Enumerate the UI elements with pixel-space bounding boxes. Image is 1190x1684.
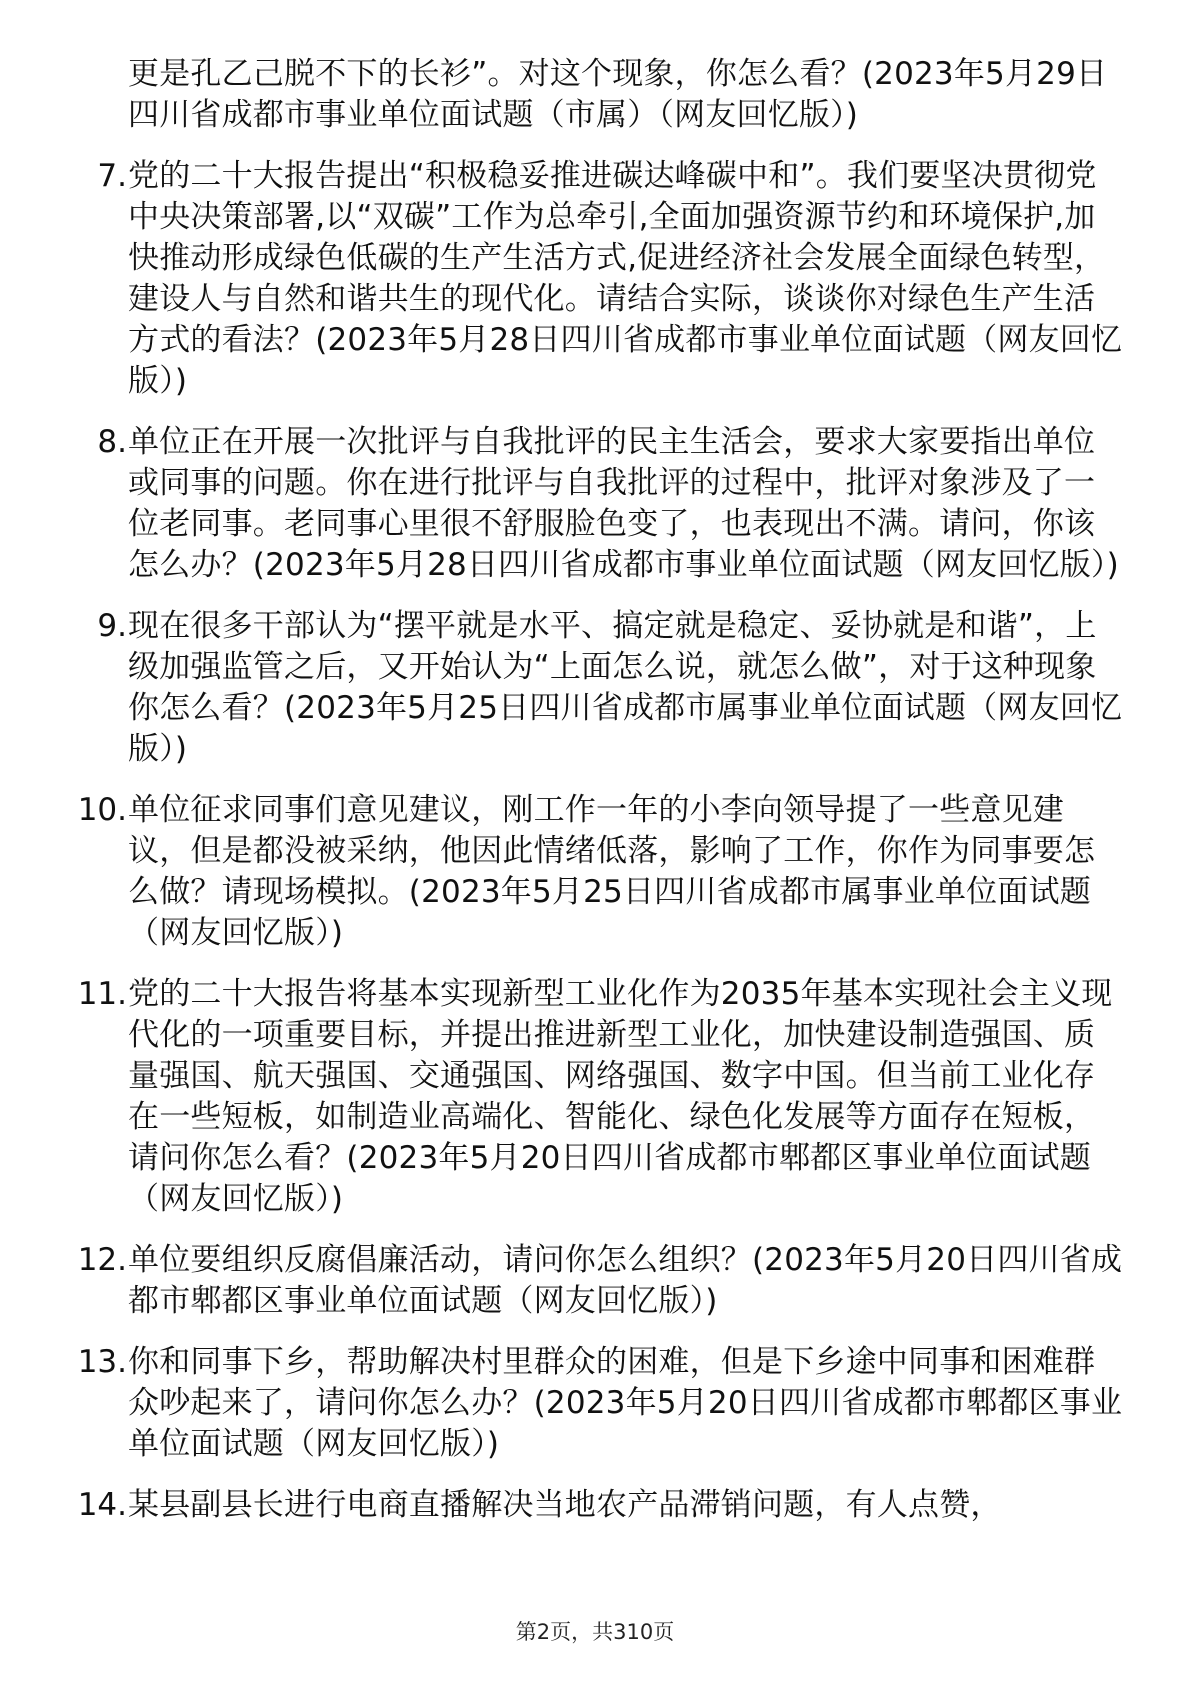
question-11 [0,974,1190,1220]
question-number: 13. [77,1344,127,1380]
question-text: 某县副县长进行电商直播解决当地农产品滞销问题，有人点赞， [128,1487,1002,1523]
question-text: 现在很多干部认为“摆平就是水平、搞定就是稳定、妥协就是和谐”，上级加强监管之后，又开始认为“上面怎么说，就怎么做”，对于这种现象你怎么看？(2023年5月25日四川省成都市属事业单位面试题（网友回忆版）) [128,608,1123,767]
question-continued [0,54,1190,136]
question-13 [0,1342,1190,1465]
question-number: 11. [77,976,127,1012]
page-footer: 第2页，共310页 [515,1620,675,1644]
question-text: 党的二十大报告提出“积极稳妥推进碳达峰碳中和”。我们要坚决贯彻党中央决策部署,以“双碳”工作为总牵引,全面加强资源节约和环境保护,加快推动形成绿色低碳的生产生活方式,促进经济社会发展全面绿色转型，建设人与自然和谐共生的现代化。请结合实际，谈谈你对绿色生产生活方式的看法？(2023年5月28日四川省成都市事业单位面试题（网友回忆版）) [128,158,1123,399]
question-9 [0,606,1190,770]
question-number: 9. [97,608,127,644]
question-text: 单位正在开展一次批评与自我批评的民主生活会，要求大家要指出单位或同事的问题。你在进行批评与自我批评的过程中，批评对象涉及了一位老同事。老同事心里很不舒服脸色变了，也表现出不满。请问，你该怎么办？(2023年5月28日四川省成都市事业单位面试题（网友回忆版）) [128,424,1119,583]
document-body [0,54,1190,1546]
question-12 [0,1240,1190,1322]
question-text: 更是孔乙己脱不下的长衫”。对这个现象，你怎么看？(2023年5月29日四川省成都市事业单位面试题（市属）（网友回忆版）) [128,56,1108,133]
question-number: 14. [77,1487,127,1523]
question-10 [0,790,1190,954]
question-number: 7. [97,158,127,194]
question-number: 8. [97,424,127,460]
question-number: 10. [77,792,127,828]
question-text: 单位要组织反腐倡廉活动，请问你怎么组织？(2023年5月20日四川省成都市郫都区事业单位面试题（网友回忆版）) [128,1242,1123,1319]
question-text: 党的二十大报告将基本实现新型工业化作为2035年基本实现社会主义现代化的一项重要目标，并提出推进新型工业化，加快建设制造强国、质量强国、航天强国、交通强国、网络强国、数字中国。但当前工业化存在一些短板，如制造业高端化、智能化、绿色化发展等方面存在短板，请问你怎么看？(2023年5月20日四川省成都市郫都区事业单位面试题（网友回忆版）) [128,976,1113,1217]
question-7 [0,156,1190,402]
question-14 [0,1485,1190,1526]
question-text: 单位征求同事们意见建议，刚工作一年的小李向领导提了一些意见建议，但是都没被采纳，他因此情绪低落，影响了工作，你作为同事要怎么做？请现场模拟。(2023年5月25日四川省成都市属事业单位面试题（网友回忆版）) [128,792,1096,951]
question-number: 12. [77,1242,127,1278]
question-8 [0,422,1190,586]
question-text: 你和同事下乡，帮助解决村里群众的困难，但是下乡途中同事和困难群众吵起来了，请问你怎么办？(2023年5月20日四川省成都市郫都区事业单位面试题（网友回忆版）) [128,1344,1123,1462]
